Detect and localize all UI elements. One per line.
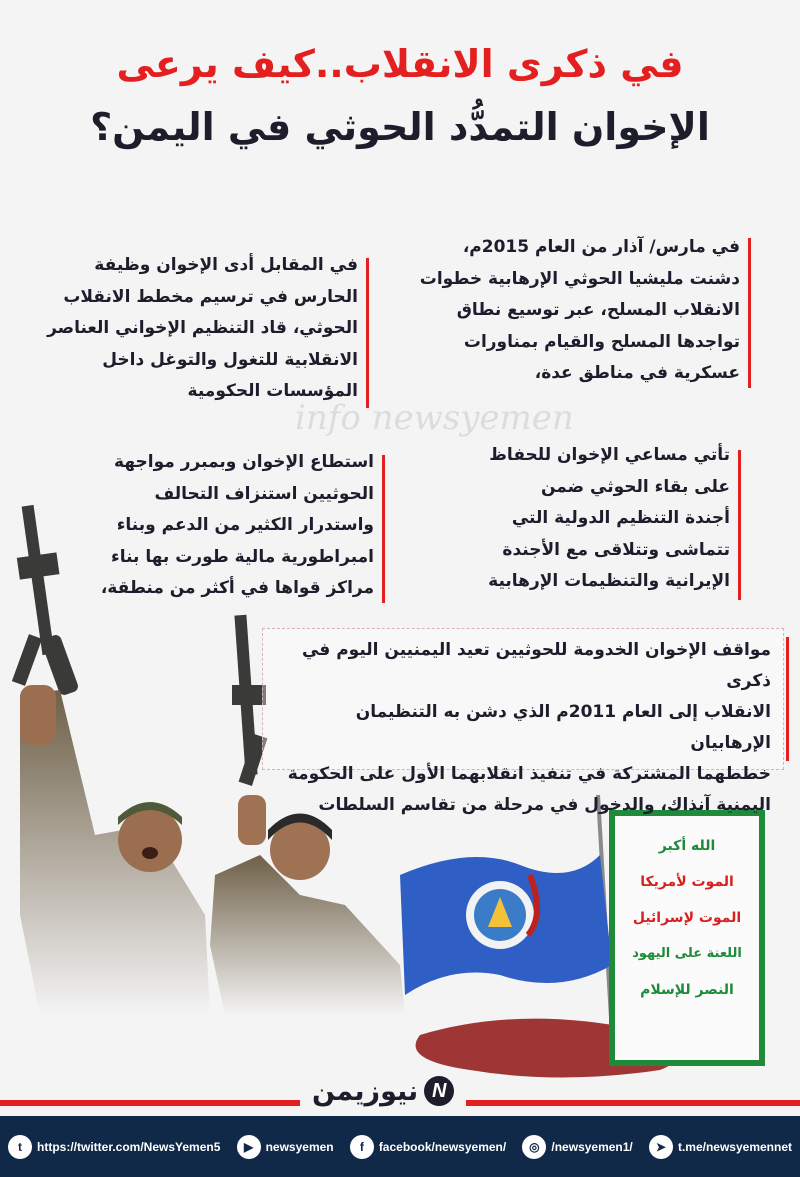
slogan-line: الموت لأمريكا (640, 874, 734, 890)
instagram-icon: ◎ (522, 1135, 546, 1159)
text-line: عسكرية في مناطق عدة، (534, 363, 740, 383)
text-line: الانقلاب إلى العام 2011م الذي دشن به التنظيمان الإرهابيان (355, 702, 771, 753)
twitter-icon: t (8, 1135, 32, 1159)
watermark: info newsyemen (295, 398, 574, 438)
social-link-youtube[interactable] (237, 1135, 334, 1159)
slogan-line: الموت لإسرائيل (632, 910, 742, 926)
title-line-2: الإخوان التمدُّد الحوثي في اليمن؟ (90, 105, 710, 149)
text-line: في المقابل أدى الإخوان وظيفة (94, 255, 358, 275)
text-line: مراكز قواها في أكثر من منطقة، (100, 578, 374, 598)
text-line: واستدرار الكثير من الدعم وبناء (116, 515, 374, 535)
text-line: الانقلاب المسلح، عبر توسيع نطاق (456, 300, 740, 320)
text-line: دشنت مليشيا الحوثي الإرهابية خطوات (419, 268, 740, 289)
text-line: خططهما المشتركة في تنفيذ انقلابهما الأول على الحكومة (287, 764, 771, 784)
social-link-text: newsyemen (265, 1139, 334, 1154)
social-link-instagram[interactable] (522, 1135, 632, 1159)
telegram-icon: ➤ (649, 1135, 673, 1159)
text-block-right-top (418, 232, 740, 390)
social-link-text: facebook/newsyemen/ (378, 1139, 507, 1154)
social-link-text: /newsyemen1/ (551, 1139, 633, 1154)
slogan-line: النصر للإسلام (640, 982, 734, 998)
social-link-facebook[interactable] (350, 1135, 506, 1159)
youtube-icon: ▶ (237, 1135, 261, 1159)
text-line: اليمنية آنذاك، والدخول في مرحلة من تقاسم السلطات (318, 795, 771, 815)
text-line: الانقلابية للتغول والتوغل داخل (102, 349, 358, 370)
fighter-right (210, 795, 405, 1015)
text-line: الحارس في ترسيم مخطط الانقلاب (63, 286, 358, 307)
text-line: على بقاء الحوثي ضمن (540, 476, 730, 497)
fighter-left (20, 685, 210, 1015)
quote-text (271, 635, 771, 821)
accent-bar (786, 637, 789, 761)
social-bar (0, 1116, 800, 1177)
text-line: الحوثيين استنزاف التحالف (154, 483, 374, 504)
social-link-twitter[interactable] (8, 1135, 220, 1159)
text-line: استطاع الإخوان وبمبرر مواجهة (114, 452, 374, 472)
social-link-telegram[interactable] (649, 1135, 792, 1159)
text-line: الإيرانية والتنظيمات الإرهابية (488, 571, 730, 591)
social-link-text: https://twitter.com/NewsYemen5 (37, 1139, 221, 1154)
quote-box (262, 628, 784, 815)
accent-bar (366, 258, 369, 408)
logo-icon: N (424, 1076, 454, 1106)
text-line: تواجدها المسلح والقيام بمناورات (463, 331, 740, 352)
text-block-left-top (40, 250, 358, 408)
title-line-1: في ذكرى الانقلاب..كيف يرعى (116, 42, 684, 86)
accent-bar (748, 238, 751, 388)
blue-flag (400, 795, 612, 1035)
slogan-line: اللعنة على اليهود (632, 946, 742, 961)
slogan-text (620, 828, 754, 1008)
text-line: مواقف الإخوان الخدومة للحوثيين تعيد اليمنيين اليوم في ذكرى (301, 640, 771, 691)
facebook-icon: f (350, 1135, 374, 1159)
brand-logo (300, 1072, 466, 1110)
text-line: المؤسسات الحكومية (187, 381, 358, 401)
slogan-line: الله أكبر (658, 838, 716, 854)
text-line: الحوثي، قاد التنظيم الإخواني العناصر (47, 318, 358, 338)
rifle-left (12, 505, 80, 697)
text-line: في مارس/ آذار من العام 2015م، (462, 237, 740, 257)
text-line: امبراطورية مالية طورت بها بناء (111, 546, 374, 567)
text-line: تتماشى وتتلاقى مع الأجندة (502, 539, 730, 560)
text-line: تأتي مساعي الإخوان للحفاظ (489, 445, 730, 465)
logo-text: نيوزيمن (312, 1075, 419, 1107)
social-link-text: t.me/newsyemennet (677, 1139, 792, 1154)
text-line: أجندة التنظيم الدولية التي (511, 508, 730, 528)
